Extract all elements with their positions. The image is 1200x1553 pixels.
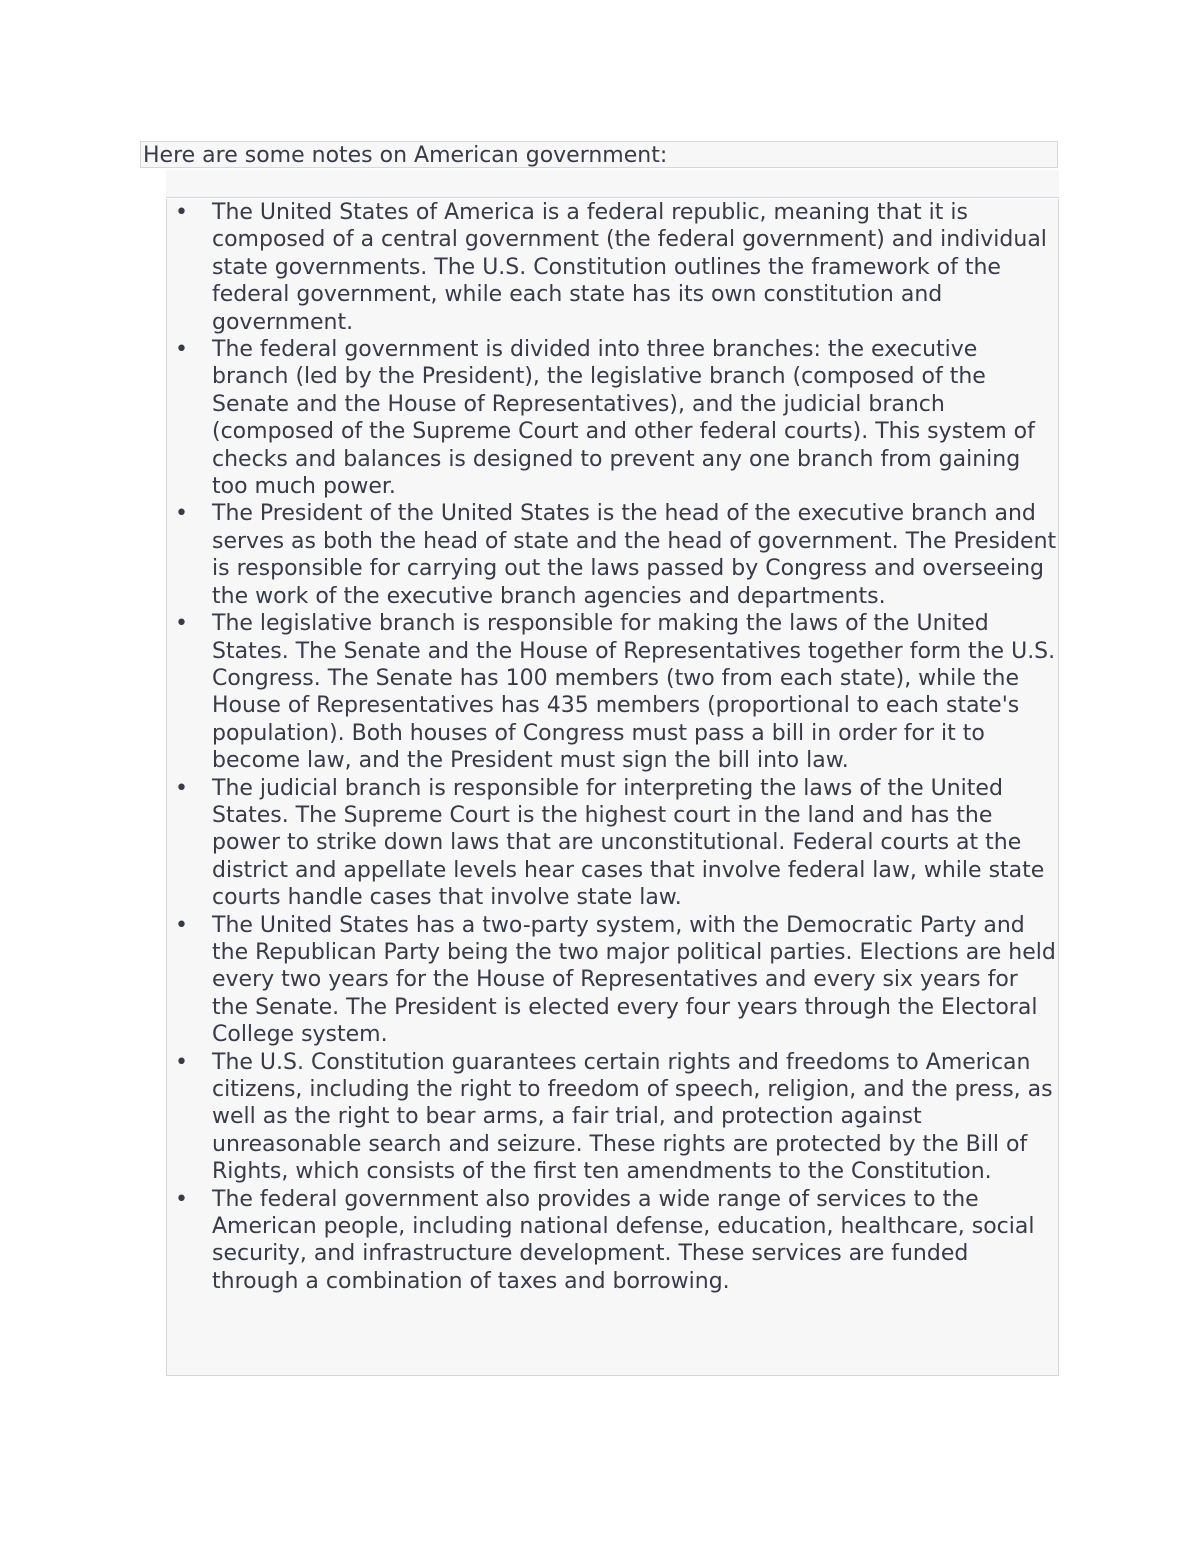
bullet-icon: •: [175, 1049, 188, 1075]
list-item: [167, 912, 1058, 1049]
bullet-icon: •: [175, 1186, 188, 1212]
list-item: [167, 336, 1058, 500]
bullet-icon: •: [175, 501, 188, 527]
note-text: The President of the United States is the head of the executive branch and serves as both the head of state and the head of government. The President is responsible for carrying out the laws passed by Congress and overseeing the work of the executive branch agencies and departments.: [212, 501, 1057, 609]
list-item: [167, 775, 1058, 912]
bullet-icon: •: [175, 200, 188, 225]
list-item: [167, 500, 1058, 610]
intro-heading: Here are some notes on American government:: [140, 141, 1058, 168]
notes-list: [166, 199, 1059, 1376]
bullet-icon: •: [175, 337, 188, 363]
bullet-icon: •: [175, 611, 188, 637]
note-text: The federal government is divided into three branches: the executive branch (led by the President), the legislative branch (composed of the Senate and the House of Representatives), and the judicial branch (composed of the Supreme Court and other federal courts). This system of checks and balances is designed to prevent any one branch from gaining too much power.: [212, 337, 1035, 500]
note-text: The United States has a two-party system, with the Democratic Party and the Republican Party being the two major political parties. Elections are held every two years for the House of Representatives and every six years for the Senate. The President is elected every four years through the Electoral College system.: [212, 912, 1056, 1048]
note-text: The legislative branch is responsible for making the laws of the United States. The Senate and the House of Representatives together form the U.S. Congress. The Senate has 100 members (two from each state), while the House of Representatives has 435 members (proportional to each state's population). Both houses of Congress must pass a bill in order for it to become law, and the President must sign the bill into law.: [212, 611, 1056, 774]
list-item: [167, 1186, 1058, 1296]
note-text: The U.S. Constitution guarantees certain rights and freedoms to American citizens, including the right to freedom of speech, religion, and the press, as well as the right to bear arms, a fair trial, and protection against unreasonable search and seizure. These rights are protected by the Bill of Rights, which consists of the first ten amendments to the Constitution.: [212, 1049, 1053, 1185]
bullet-icon: •: [175, 775, 188, 801]
note-text: The United States of America is a federal republic, meaning that it is composed of a central government (the federal government) and individual state governments. The U.S. Constitution outlines the framework of the federal government, while each state has its own constitution and government.: [212, 200, 1047, 335]
bullet-icon: •: [175, 912, 188, 938]
note-text: The federal government also provides a wide range of services to the American people, including national defense, education, healthcare, social security, and infrastructure development. These services are funded through a combination of taxes and borrowing.: [212, 1186, 1035, 1294]
note-text: The judicial branch is responsible for interpreting the laws of the United States. The Supreme Court is the highest court in the land and has the power to strike down laws that are unconstitutional. Federal courts at the district and appellate levels hear cases that involve federal law, while state courts handle cases that involve state law.: [212, 775, 1045, 911]
list-item: [167, 610, 1058, 774]
blank-row: [166, 170, 1059, 198]
list-item: [167, 199, 1058, 336]
list-item: [167, 1049, 1058, 1186]
